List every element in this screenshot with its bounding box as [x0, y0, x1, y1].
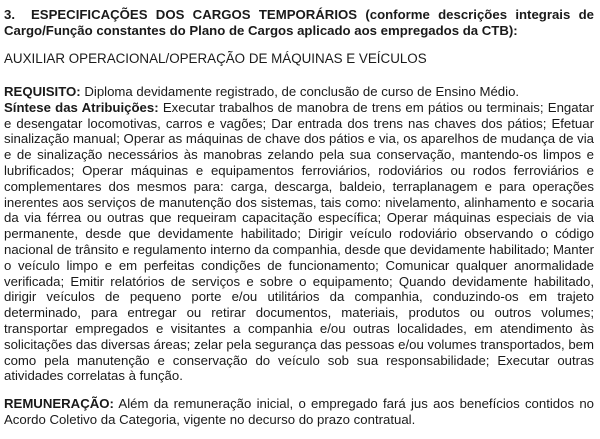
requirement-duties-block: [4, 84, 594, 384]
requirement-text: Diploma devidamente registrado, de conclusão de curso de Ensino Médio.: [80, 84, 520, 99]
remuneration-label: REMUNERAÇÃO:: [4, 396, 114, 412]
remuneration-text: Além da remuneração inicial, o empregado fará jus aos benefícios contidos no Acordo Coletivo da Categoria, vigente no decurso do prazo contratual.: [4, 396, 594, 427]
remuneration-block: [4, 396, 594, 428]
section-number: 3.: [4, 7, 15, 22]
duties-text: Executar trabalhos de manobra de trens em pátios ou terminais; Engatar e desengatar locomotivas, carros e vagões; Dar entrada dos trens nas chaves dos pátios; Efetuar sinalização manual; Operar as máquinas de chave dos pátios e via, os aparelhos de mudança de via e de sinalização necessários às manobras zelando pela sua conservação, mantendo-os limpos e lubrificados; Operar máquinas e equipamentos ferroviários, rodoviários ou rodos ferroviários e complementares dos mesmos para: carga, descarga, baldeio, terraplanagem e para operações inerentes aos serviços de manutenção dos sistemas, tais como: nivelamento, alinhamento e socaria da via férrea ou outras que requeiram capacitação específica; Operar máquinas especiais de via permanente, desde que devidamente habilitado; Dirigir veículo rodoviário observando o código nacional de trânsito e regulamento interno da companhia, desde que devidamente habilitado; Manter o veículo limpo e em perfeitas condições de funcionamento; Comunicar qualquer anormalidade verificada; Emitir relatórios de serviços e sobre o equipamento; Quando devidamente habilitado, dirigir veículos de pequeno porte e/ou utilitários da companhia, conduzindo-os em trajeto determinado, para entregar ou retirar documentos, materiais, produtos ou outros volumes; transportar empregados e visitantes a companhia e/ou outras localidades, em atendimento às solicitações das diversas áreas; zelar pela segurança das pessoas e/ou volumes transportados, bem como pela manutenção e conservação do veículo sob sua responsabilidade; Executar outras atividades correlatas à função.: [4, 99, 594, 384]
section-title-suffix: (conforme descrições integrais de Cargo/Função constantes do Plano de Cargos aplicado aos empregados da CTB):: [4, 7, 594, 38]
requirement-label: REQUISITO:: [4, 84, 81, 99]
section-heading: [4, 7, 594, 39]
position-name: AUXILIAR OPERACIONAL/OPERAÇÃO DE MÁQUINAS E VEÍCULOS: [4, 51, 427, 66]
section-title: ESPECIFICAÇÕES DOS CARGOS TEMPORÁRIOS: [31, 7, 358, 22]
duties-label: Síntese das Atribuições:: [4, 99, 159, 115]
